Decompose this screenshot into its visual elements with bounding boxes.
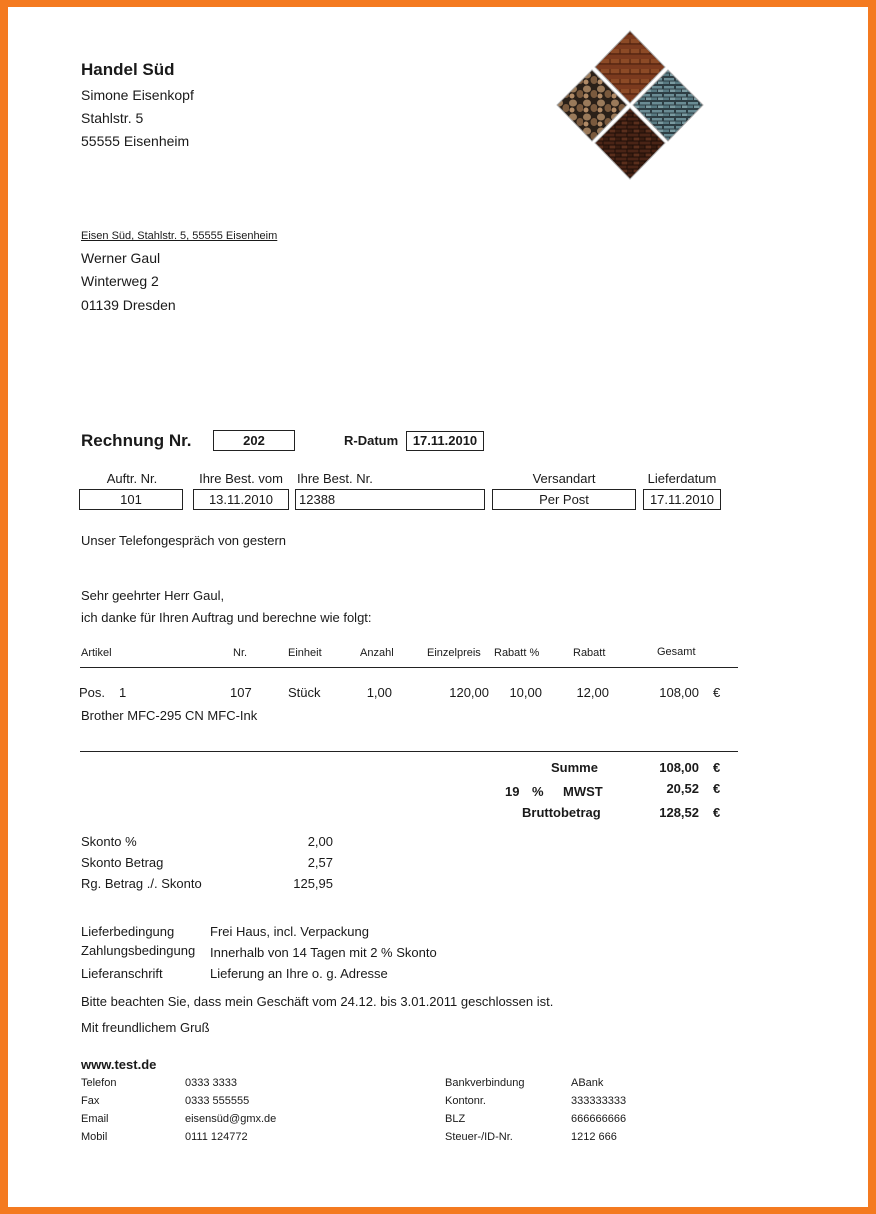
footer-mobil-label: Mobil xyxy=(81,1131,108,1143)
row-einheit: Stück xyxy=(288,685,321,700)
recipient-city: 01139 Dresden xyxy=(81,297,176,313)
footer-website: www.test.de xyxy=(81,1057,157,1072)
order-best-vom-box: 13.11.2010 xyxy=(193,489,289,510)
table-footer-rule xyxy=(80,751,738,752)
intro-text: ich danke für Ihren Auftrag und berechne wie folgt: xyxy=(81,610,372,625)
row-nr: 107 xyxy=(230,685,252,700)
rg-betrag-label: Rg. Betrag ./. Skonto xyxy=(81,876,202,891)
order-best-nr-box: 12388 xyxy=(295,489,485,510)
brutto-value: 128,52 xyxy=(659,805,699,820)
skonto-betrag-value: 2,57 xyxy=(307,855,333,870)
recipient-name: Werner Gaul xyxy=(81,250,161,266)
table-header-rule xyxy=(80,667,738,668)
footer-email-label: Email xyxy=(81,1113,109,1125)
th-einzelpreis: Einzelpreis xyxy=(427,647,481,659)
mwst-currency: € xyxy=(713,781,721,796)
return-address-line: Eisen Süd, Stahlstr. 5, 55555 Eisenheim xyxy=(81,230,278,242)
footer-telefon-label: Telefon xyxy=(81,1077,117,1089)
order-versandart-label: Versandart xyxy=(532,471,596,486)
row-description: Brother MFC-295 CN MFC-Ink xyxy=(81,708,258,723)
row-rabatt: 12,00 xyxy=(576,685,609,700)
order-auftr-nr-box: 101 xyxy=(79,489,183,510)
skonto-pct-label: Skonto % xyxy=(81,834,137,849)
th-einheit: Einheit xyxy=(288,647,322,659)
row-currency: € xyxy=(713,685,721,700)
skonto-betrag-label: Skonto Betrag xyxy=(81,855,164,870)
order-lieferdatum-box: 17.11.2010 xyxy=(643,489,721,510)
zahlungsbedingung-value: Innerhalb von 14 Tagen mit 2 % Skonto xyxy=(210,945,437,960)
skonto-pct-value: 2,00 xyxy=(307,834,333,849)
brutto-currency: € xyxy=(713,805,721,820)
footer-mobil-value: 0111 124772 xyxy=(185,1131,248,1143)
invoice-date-box: 17.11.2010 xyxy=(406,431,484,451)
sender-name: Simone Eisenkopf xyxy=(81,87,194,103)
closing-greeting: Mit freundlichem Gruß xyxy=(81,1020,210,1035)
sender-company: Handel Süd xyxy=(81,60,175,79)
invoice-page xyxy=(8,7,868,1207)
lieferanschrift-label: Lieferanschrift xyxy=(81,966,163,981)
footer-email-value: eisensüd@gmx.de xyxy=(185,1113,277,1125)
summe-label: Summe xyxy=(551,760,598,775)
sender-city: 55555 Eisenheim xyxy=(81,133,190,149)
order-auftr-nr-label: Auftr. Nr. xyxy=(106,471,158,486)
lieferanschrift-value: Lieferung an Ihre o. g. Adresse xyxy=(210,966,388,981)
row-rabatt-pct: 10,00 xyxy=(509,685,542,700)
lieferbedingung-value: Frei Haus, incl. Verpackung xyxy=(210,924,369,939)
footer-bank-value: ABank xyxy=(571,1077,604,1089)
mwst-pct-sign: % xyxy=(532,784,544,799)
invoice-title: Rechnung Nr. xyxy=(81,431,192,450)
lieferbedingung-label: Lieferbedingung xyxy=(81,924,175,939)
summe-currency: € xyxy=(713,760,721,775)
order-best-vom-label: Ihre Best. vom xyxy=(199,471,283,486)
subject-line: Unser Telefongespräch von gestern xyxy=(81,533,286,548)
footer-steuer-label: Steuer-/ID-Nr. xyxy=(445,1131,513,1143)
rg-betrag-value: 125,95 xyxy=(293,876,333,891)
footer-blz-label: BLZ xyxy=(445,1113,466,1125)
row-anzahl: 1,00 xyxy=(366,685,392,700)
sender-street: Stahlstr. 5 xyxy=(81,110,144,126)
footer-steuer-value: 1212 666 xyxy=(571,1131,617,1143)
invoice-date-label: R-Datum xyxy=(344,433,399,448)
order-best-nr-label: Ihre Best. Nr. xyxy=(297,471,373,486)
row-pos: 1 xyxy=(119,685,127,700)
footer-fax-value: 0333 555555 xyxy=(185,1095,250,1107)
closure-notice: Bitte beachten Sie, dass mein Geschäft vom 24.12. bis 3.01.2011 geschlossen ist. xyxy=(81,994,554,1009)
th-rabatt: Rabatt xyxy=(573,647,606,659)
th-anzahl: Anzahl xyxy=(360,647,394,659)
recipient-street: Winterweg 2 xyxy=(81,273,159,289)
order-lieferdatum-label: Lieferdatum xyxy=(647,471,717,486)
zahlungsbedingung-label: Zahlungsbedingung xyxy=(81,943,196,958)
brutto-label: Bruttobetrag xyxy=(522,805,601,820)
greeting: Sehr geehrter Herr Gaul, xyxy=(81,588,225,603)
order-versandart-box: Per Post xyxy=(492,489,636,510)
row-pos-label: Pos. xyxy=(79,685,106,700)
th-artikel: Artikel xyxy=(81,647,112,659)
footer-kontonr-label: Kontonr. xyxy=(445,1095,486,1107)
row-einzelpreis: 120,00 xyxy=(449,685,489,700)
footer-kontonr-value: 333333333 xyxy=(571,1095,627,1107)
th-gesamt: Gesamt xyxy=(657,646,696,658)
invoice-number-box: 202 xyxy=(213,430,295,451)
footer-fax-label: Fax xyxy=(81,1095,100,1107)
row-gesamt: 108,00 xyxy=(659,685,699,700)
tile-pattern-logo xyxy=(555,29,705,181)
mwst-label: MWST xyxy=(563,784,603,799)
mwst-rate: 19 xyxy=(505,784,520,799)
footer-bank-label: Bankverbindung xyxy=(445,1077,525,1089)
th-rabatt-pct: Rabatt % xyxy=(494,647,540,659)
mwst-value: 20,52 xyxy=(666,781,699,796)
footer-blz-value: 666666666 xyxy=(571,1113,627,1125)
summe-value: 108,00 xyxy=(659,760,699,775)
th-nr: Nr. xyxy=(233,647,248,659)
footer-telefon-value: 0333 3333 xyxy=(185,1077,237,1089)
